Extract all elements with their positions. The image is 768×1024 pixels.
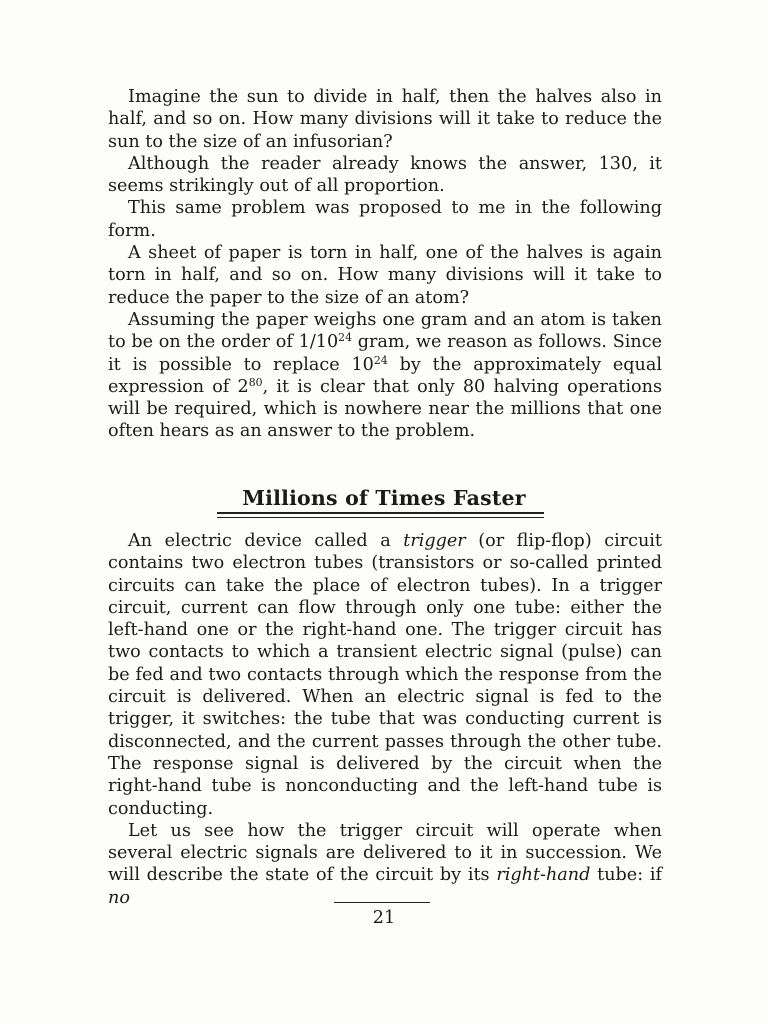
text-run: (or flip-flop) circuit contains two electron tubes (transistors or so-called printed circuits can take the place of electron tubes). In a trigger circuit, current can flow through only one tube: either the left-hand one or the right-hand one. The trigger circuit has two contacts to which a transient electric signal (pulse) can be fed and two contacts through which the response from the circuit is delivered. When an electric signal is fed to the trigger, it switches: the tube that was conducting current is disconnected, and the current passes through the other tube. The response signal is delivered by the circuit when the right-hand tube is nonconducting and the left-hand tube is conducting. [108, 531, 662, 819]
section-text-block [108, 530, 662, 909]
text-run: A sheet of paper is torn in half, one of the halves is again torn in half, and so on. How many divisions will it take to reduce the paper to the size of an atom? [108, 243, 662, 308]
italic-term: no [108, 887, 130, 908]
text-run: tube: if [590, 865, 663, 886]
text-run: Let us see how the trigger circuit will operate when several electric signals are delivered to it in succession. We will describe the state of the circuit by its [108, 820, 662, 886]
text-run: Although the reader already knows the answer, 130, it seems strikingly out of all proportion. [108, 153, 662, 197]
exponent: 24 [373, 353, 388, 367]
text-run: This same problem was proposed to me in the following form. [108, 198, 662, 241]
paragraph [108, 820, 662, 909]
text-run: , it is clear that only 80 halving operations will be required, which is nowhere near the millions that one often hears as an answer to the problem. [108, 376, 662, 442]
paragraph [108, 309, 662, 443]
exponent: 24 [338, 331, 353, 345]
text-run: An electric device called a [128, 531, 404, 551]
footer-rule [334, 902, 430, 903]
section-heading: Millions of Times Faster [242, 486, 526, 510]
text-run: by the approximately equal expression of 2 [108, 354, 662, 397]
text-run: Assuming the paper weighs one gram and an atom is taken to be on the order of 1/10 [108, 309, 662, 353]
exponent: 80 [248, 375, 263, 389]
italic-term: trigger [403, 531, 466, 551]
page-number: 21 [372, 908, 396, 928]
text-run: Imagine the sun to divide in half, then the halves also in half, and so on. How many divisions will it take to reduce the sun to the size of an infusorian? [108, 87, 662, 152]
italic-term: right-hand [496, 865, 591, 886]
heading-underline-thin [217, 517, 544, 518]
intro-text-block [108, 86, 662, 443]
text-run: gram, we reason as follows. Since it is possible to replace 10 [108, 332, 662, 375]
paragraph [108, 530, 662, 820]
paragraph [108, 153, 662, 198]
paragraph [108, 242, 662, 309]
paragraph [108, 86, 662, 153]
heading-underline-thick [217, 512, 544, 514]
paragraph [108, 197, 662, 242]
